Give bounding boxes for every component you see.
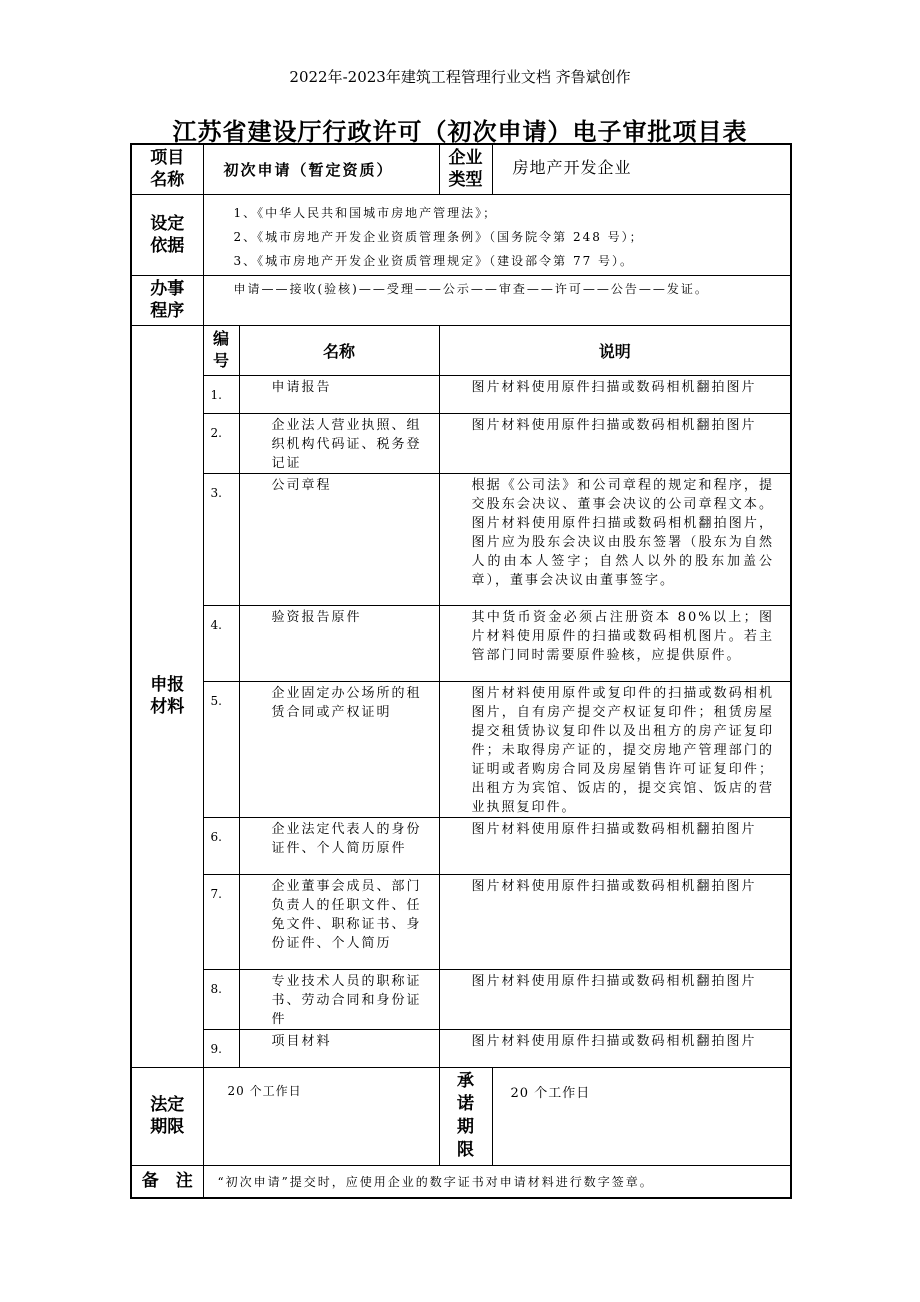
row-name: 公司章程 [239,473,439,605]
row-description: 图片材料使用原件扫描或数码相机翻拍图片 [439,1029,791,1067]
promise-deadline-value: 20 个工作日 [492,1067,791,1165]
col-header-name: 名称 [239,325,439,375]
row-description: 图片材料使用原件扫描或数码相机翻拍图片 [439,874,791,969]
approval-items-table [130,143,792,1199]
row-number: 5. [203,681,239,817]
basis-line: 1、《中华人民共和国城市房地产管理法》； [233,205,498,220]
company-type-value: 房地产开发企业 [492,144,791,194]
row-description: 图片材料使用原件扫描或数码相机翻拍图片 [439,375,791,413]
row-name: 企业法定代表人的身份证件、个人简历原件 [239,817,439,874]
row-number: 8. [203,969,239,1029]
row-number: 1. [203,375,239,413]
procedure-text: 申请——接收(验核)——受理——公示——审查——许可——公告——发证。 [203,275,791,325]
row-description: 图片材料使用原件扫描或数码相机翻拍图片 [439,413,791,473]
row-name: 项目材料 [239,1029,439,1067]
remarks-row [131,1165,791,1198]
company-type-label: 企业类型 [439,144,492,194]
procedure-row [131,275,791,325]
row-description: 图片材料使用原件扫描或数码相机翻拍图片 [439,969,791,1029]
table-row [131,1029,791,1067]
table-row [131,874,791,969]
legal-deadline-value: 20 个工作日 [203,1067,439,1165]
basis-line: 3、《城市房地产开发企业资质管理规定》（建设部令第 77 号）。 [233,253,635,268]
row-description: 根据《公司法》和公司章程的规定和程序，提交股东会决议、董事会决议的公司章程文本。图片材料使用原件扫描或数码相机翻拍图片，图片应为股东会决议由股东签署（股东为自然人的由本人签字；自然人以外的股东加盖公章），董事会决议由董事签字。 [439,473,791,605]
row-name: 企业董事会成员、部门负责人的任职文件、任免文件、职称证书、身份证件、个人简历 [239,874,439,969]
document-header-line: 2022年-2023年建筑工程管理行业文档 齐鲁斌创作 [289,68,631,86]
basis-row [131,194,791,275]
row-name: 企业法人营业执照、组织机构代码证、税务登记证 [239,413,439,473]
table-row [131,605,791,681]
item-name-row [131,144,791,194]
basis-label: 设定依据 [131,194,203,275]
materials-label: 申报材料 [131,325,203,1067]
row-description: 图片材料使用原件或复印件的扫描或数码相机图片，自有房产提交产权证复印件；租赁房屋提交租赁协议复印件以及出租方的房产证复印件；未取得房产证的，提交房地产管理部门的证明或者购房合同及房屋销售许可证复印件；出租方为宾馆、饭店的，提交宾馆、饭店的营业执照复印件。 [439,681,791,817]
table-row [131,969,791,1029]
remarks-text: “初次申请”提交时，应使用企业的数字证书对申请材料进行数字签章。 [203,1165,791,1198]
materials-header-row [131,325,791,375]
table-row [131,375,791,413]
row-name: 企业固定办公场所的租赁合同或产权证明 [239,681,439,817]
row-name: 专业技术人员的职称证书、劳动合同和身份证件 [239,969,439,1029]
table-row [131,413,791,473]
table-row [131,473,791,605]
col-header-description: 说明 [439,325,791,375]
table-row [131,817,791,874]
row-number: 6. [203,817,239,874]
row-number: 9. [203,1029,239,1067]
row-name: 申请报告 [239,375,439,413]
row-description: 图片材料使用原件扫描或数码相机翻拍图片 [439,817,791,874]
table-row [131,681,791,817]
row-name: 验资报告原件 [239,605,439,681]
row-number: 7. [203,874,239,969]
promise-deadline-label: 承诺期限 [439,1067,492,1165]
basis-line: 2、《城市房地产开发企业资质管理条例》（国务院令第 248 号）； [233,229,644,244]
row-number: 2. [203,413,239,473]
page-title: 江苏省建设厅行政许可（初次申请）电子审批项目表 [172,117,748,146]
deadline-row [131,1067,791,1165]
item-name-value: 初次申请（暂定资质） [203,144,439,194]
legal-deadline-label: 法定期限 [131,1067,203,1165]
row-number: 3. [203,473,239,605]
remarks-label: 备 注 [131,1165,203,1198]
col-header-number: 编号 [203,325,239,375]
row-number: 4. [203,605,239,681]
row-description: 其中货币资金必须占注册资本 80%以上；图片材料使用原件的扫描或数码相机图片。若主管部门同时需要原件验核，应提供原件。 [439,605,791,681]
item-name-label: 项目名称 [131,144,203,194]
basis-content [203,194,791,275]
procedure-label: 办事程序 [131,275,203,325]
